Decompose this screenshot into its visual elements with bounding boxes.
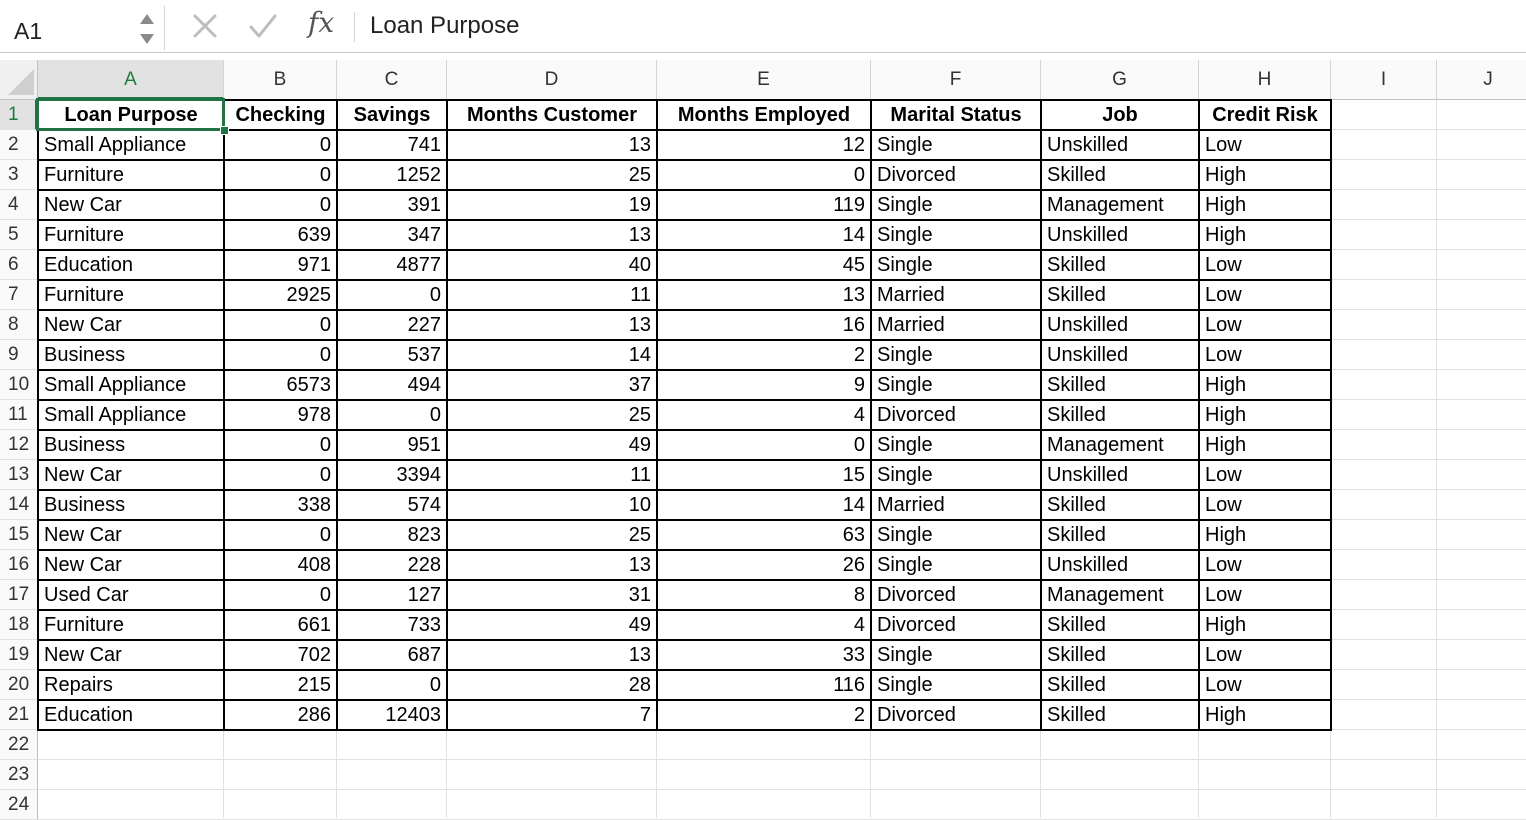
table-cell[interactable]: 286 bbox=[297, 704, 331, 726]
row-header-12[interactable]: 12 bbox=[0, 430, 38, 460]
table-cell[interactable]: Single bbox=[877, 524, 933, 546]
table-cell[interactable]: Married bbox=[877, 494, 945, 516]
table-cell[interactable]: 4 bbox=[853, 404, 865, 426]
table-cell[interactable]: 215 bbox=[297, 674, 331, 696]
table-cell[interactable]: Skilled bbox=[1047, 704, 1106, 726]
gridline bbox=[38, 759, 1526, 760]
table-cell[interactable]: 49 bbox=[628, 434, 651, 456]
table-border bbox=[1330, 100, 1332, 731]
table-cell[interactable]: Education bbox=[44, 704, 133, 726]
table-cell[interactable]: Unskilled bbox=[1047, 554, 1129, 576]
table-cell[interactable]: New Car bbox=[44, 524, 122, 546]
table-cell[interactable]: 25 bbox=[628, 404, 651, 426]
table-cell[interactable]: 119 bbox=[833, 194, 865, 216]
table-cell[interactable]: Business bbox=[44, 494, 126, 516]
table-cell[interactable]: Skilled bbox=[1047, 524, 1106, 546]
table-cell[interactable]: Low bbox=[1205, 314, 1242, 336]
table-cell[interactable]: Low bbox=[1205, 644, 1242, 666]
table-cell[interactable]: High bbox=[1205, 434, 1247, 456]
table-cell[interactable]: 0 bbox=[319, 194, 331, 216]
table-cell[interactable]: Single bbox=[877, 224, 933, 246]
table-header-cell[interactable]: Months Employed bbox=[677, 104, 851, 126]
table-cell[interactable]: 14 bbox=[628, 344, 651, 366]
table-cell[interactable]: Skilled bbox=[1047, 254, 1106, 276]
table-border bbox=[37, 729, 1332, 731]
table-border bbox=[870, 100, 872, 731]
table-cell[interactable]: High bbox=[1205, 194, 1247, 216]
table-cell[interactable]: Low bbox=[1205, 464, 1242, 486]
table-cell[interactable]: 3394 bbox=[396, 464, 441, 486]
table-cell[interactable]: Divorced bbox=[877, 164, 956, 186]
table-cell[interactable]: 971 bbox=[297, 254, 331, 276]
table-cell[interactable]: Single bbox=[877, 644, 933, 666]
table-cell[interactable]: 702 bbox=[297, 644, 331, 666]
column-header-c[interactable]: C bbox=[337, 60, 447, 100]
table-cell[interactable]: 639 bbox=[297, 224, 331, 246]
row-header-3[interactable]: 3 bbox=[0, 160, 38, 190]
table-cell[interactable]: Skilled bbox=[1047, 644, 1106, 666]
table-cell[interactable]: Low bbox=[1205, 494, 1242, 516]
table-cell[interactable]: 1252 bbox=[396, 164, 441, 186]
table-cell[interactable]: New Car bbox=[44, 554, 122, 576]
table-header-cell[interactable]: Months Customer bbox=[467, 104, 637, 126]
table-cell[interactable]: 0 bbox=[429, 404, 441, 426]
table-cell[interactable]: Single bbox=[877, 674, 933, 696]
table-cell[interactable]: 687 bbox=[407, 644, 441, 666]
table-cell[interactable]: 28 bbox=[628, 674, 651, 696]
table-cell[interactable]: Used Car bbox=[44, 584, 129, 606]
table-cell[interactable]: 63 bbox=[842, 524, 865, 546]
table-cell[interactable]: 408 bbox=[297, 554, 331, 576]
table-cell[interactable]: 7 bbox=[639, 704, 651, 726]
table-cell[interactable]: 11 bbox=[630, 464, 651, 486]
table-cell[interactable]: 4 bbox=[853, 614, 865, 636]
table-cell[interactable]: Low bbox=[1205, 254, 1242, 276]
table-cell[interactable]: 338 bbox=[297, 494, 331, 516]
table-cell[interactable]: 25 bbox=[628, 524, 651, 546]
table-cell[interactable]: 227 bbox=[407, 314, 441, 336]
row-header-14[interactable]: 14 bbox=[0, 490, 38, 520]
table-cell[interactable]: Unskilled bbox=[1047, 224, 1129, 246]
table-cell[interactable]: 40 bbox=[628, 254, 651, 276]
table-border bbox=[37, 309, 1332, 311]
row-header-20[interactable]: 20 bbox=[0, 670, 38, 700]
table-cell[interactable]: Low bbox=[1205, 554, 1242, 576]
table-cell[interactable]: 127 bbox=[407, 584, 441, 606]
table-cell[interactable]: 574 bbox=[407, 494, 441, 516]
table-cell[interactable]: 0 bbox=[429, 284, 441, 306]
table-cell[interactable]: 0 bbox=[319, 314, 331, 336]
table-cell[interactable]: Single bbox=[877, 344, 933, 366]
table-header-cell[interactable]: Savings bbox=[353, 104, 431, 126]
table-cell[interactable]: 228 bbox=[407, 554, 441, 576]
formula-divider bbox=[354, 12, 355, 42]
table-cell[interactable]: Low bbox=[1205, 344, 1242, 366]
table-border bbox=[336, 100, 338, 731]
table-cell[interactable]: Married bbox=[877, 284, 945, 306]
table-cell[interactable]: Small Appliance bbox=[44, 134, 187, 156]
table-border bbox=[656, 100, 658, 731]
table-border bbox=[37, 99, 1332, 101]
table-border bbox=[37, 609, 1332, 611]
table-cell[interactable]: 6573 bbox=[286, 374, 331, 396]
table-border bbox=[37, 549, 1332, 551]
table-cell[interactable]: Divorced bbox=[877, 584, 956, 606]
table-cell[interactable]: High bbox=[1205, 224, 1247, 246]
table-cell[interactable]: 0 bbox=[429, 674, 441, 696]
row-header-15[interactable]: 15 bbox=[0, 520, 38, 550]
table-cell[interactable]: 9 bbox=[853, 374, 865, 396]
row-header-8[interactable]: 8 bbox=[0, 310, 38, 340]
table-header-cell[interactable]: Credit Risk bbox=[1212, 104, 1318, 126]
column-header-d[interactable]: D bbox=[447, 60, 657, 100]
function-icon[interactable]: fx bbox=[308, 6, 335, 39]
table-border bbox=[37, 100, 39, 731]
table-cell[interactable]: 2925 bbox=[286, 284, 331, 306]
row-header-16[interactable]: 16 bbox=[0, 550, 38, 580]
table-cell[interactable]: Skilled bbox=[1047, 494, 1106, 516]
table-cell[interactable]: 19 bbox=[628, 194, 651, 216]
table-cell[interactable]: 45 bbox=[842, 254, 865, 276]
table-cell[interactable]: 16 bbox=[842, 314, 865, 336]
table-cell[interactable]: High bbox=[1205, 704, 1247, 726]
table-cell[interactable]: 391 bbox=[407, 194, 441, 216]
table-cell[interactable]: 0 bbox=[319, 134, 331, 156]
table-cell[interactable]: 25 bbox=[628, 164, 651, 186]
formula-bar bbox=[0, 0, 1526, 53]
table-border bbox=[37, 489, 1332, 491]
table-border bbox=[37, 129, 1332, 131]
table-cell[interactable]: 37 bbox=[628, 374, 651, 396]
table-border bbox=[446, 100, 448, 731]
table-cell[interactable]: 13 bbox=[628, 554, 651, 576]
name-box-value[interactable]: A1 bbox=[14, 18, 43, 44]
table-cell[interactable]: New Car bbox=[44, 314, 122, 336]
table-cell[interactable]: 347 bbox=[407, 224, 441, 246]
table-cell[interactable]: 14 bbox=[842, 224, 865, 246]
table-cell[interactable]: Single bbox=[877, 194, 933, 216]
table-cell[interactable]: Divorced bbox=[877, 704, 956, 726]
column-header-g[interactable]: G bbox=[1041, 60, 1199, 100]
table-header-cell[interactable]: Job bbox=[1102, 104, 1138, 126]
cancel-icon[interactable] bbox=[192, 13, 218, 39]
table-cell[interactable]: Single bbox=[877, 464, 933, 486]
table-cell[interactable]: Divorced bbox=[877, 404, 956, 426]
table-cell[interactable]: Single bbox=[877, 374, 933, 396]
table-cell[interactable]: Married bbox=[877, 314, 945, 336]
table-cell[interactable]: 33 bbox=[842, 644, 865, 666]
row-header-4[interactable]: 4 bbox=[0, 190, 38, 220]
table-cell[interactable]: 13 bbox=[842, 284, 865, 306]
table-border bbox=[37, 459, 1332, 461]
table-cell[interactable]: 0 bbox=[319, 434, 331, 456]
table-border bbox=[37, 669, 1332, 671]
table-cell[interactable]: Skilled bbox=[1047, 164, 1106, 186]
table-cell[interactable]: High bbox=[1205, 614, 1247, 636]
table-cell[interactable]: Unskilled bbox=[1047, 344, 1129, 366]
table-border bbox=[37, 249, 1332, 251]
table-cell[interactable]: 31 bbox=[628, 584, 651, 606]
table-border bbox=[37, 519, 1332, 521]
table-cell[interactable]: 13 bbox=[628, 644, 651, 666]
name-box[interactable] bbox=[0, 6, 160, 50]
table-border bbox=[37, 429, 1332, 431]
table-border bbox=[37, 399, 1332, 401]
name-box-stepper-icon[interactable] bbox=[138, 12, 156, 48]
column-header-b[interactable]: B bbox=[224, 60, 337, 100]
table-border bbox=[37, 699, 1332, 701]
table-cell[interactable]: Business bbox=[44, 434, 126, 456]
table-cell[interactable]: Business bbox=[44, 344, 126, 366]
table-cell[interactable]: 0 bbox=[319, 584, 331, 606]
row-header-22[interactable]: 22 bbox=[0, 730, 38, 760]
table-cell[interactable]: Furniture bbox=[44, 164, 125, 186]
table-cell[interactable]: 11 bbox=[630, 284, 651, 306]
table-border bbox=[37, 189, 1332, 191]
table-cell[interactable]: Repairs bbox=[44, 674, 113, 696]
table-cell[interactable]: 978 bbox=[297, 404, 331, 426]
table-cell[interactable]: 12 bbox=[842, 134, 865, 156]
table-cell[interactable]: New Car bbox=[44, 464, 122, 486]
row-header-6[interactable]: 6 bbox=[0, 250, 38, 280]
check-icon[interactable] bbox=[248, 12, 278, 40]
table-cell[interactable]: 10 bbox=[628, 494, 651, 516]
table-border bbox=[37, 579, 1332, 581]
formula-bar-divider bbox=[164, 6, 165, 50]
table-cell[interactable]: 537 bbox=[407, 344, 441, 366]
row-header-5[interactable]: 5 bbox=[0, 220, 38, 250]
row-header-24[interactable]: 24 bbox=[0, 790, 38, 820]
row-header-23[interactable]: 23 bbox=[0, 760, 38, 790]
table-cell[interactable]: 49 bbox=[628, 614, 651, 636]
table-cell[interactable]: Single bbox=[877, 134, 933, 156]
table-cell[interactable]: Skilled bbox=[1047, 674, 1106, 696]
table-cell[interactable]: Skilled bbox=[1047, 614, 1106, 636]
row-header-17[interactable]: 17 bbox=[0, 580, 38, 610]
row-header-2[interactable]: 2 bbox=[0, 130, 38, 160]
chevron-down-icon[interactable] bbox=[140, 34, 154, 44]
table-cell[interactable]: 13 bbox=[628, 224, 651, 246]
row-header-19[interactable]: 19 bbox=[0, 640, 38, 670]
table-cell[interactable]: 14 bbox=[842, 494, 865, 516]
table-border bbox=[1040, 100, 1042, 731]
table-cell[interactable]: Small Appliance bbox=[44, 374, 187, 396]
table-cell[interactable]: Unskilled bbox=[1047, 314, 1129, 336]
row-header-13[interactable]: 13 bbox=[0, 460, 38, 490]
row-header-18[interactable]: 18 bbox=[0, 610, 38, 640]
table-cell[interactable]: 15 bbox=[842, 464, 865, 486]
table-border bbox=[37, 369, 1332, 371]
table-cell[interactable]: Skilled bbox=[1047, 284, 1106, 306]
chevron-up-icon[interactable] bbox=[140, 14, 154, 24]
table-border bbox=[1198, 100, 1200, 731]
row-header-11[interactable]: 11 bbox=[0, 400, 38, 430]
column-header-f[interactable]: F bbox=[871, 60, 1041, 100]
column-header-a[interactable]: A bbox=[38, 60, 224, 100]
table-cell[interactable]: High bbox=[1205, 404, 1247, 426]
table-cell[interactable]: 12403 bbox=[385, 704, 441, 726]
table-cell[interactable]: 0 bbox=[853, 164, 865, 186]
table-cell[interactable]: 2 bbox=[853, 704, 865, 726]
select-all-icon[interactable] bbox=[8, 69, 34, 95]
table-border bbox=[37, 339, 1332, 341]
formula-input[interactable]: Loan Purpose bbox=[370, 12, 520, 39]
column-header-j[interactable]: J bbox=[1437, 60, 1526, 100]
column-header-i[interactable]: I bbox=[1331, 60, 1437, 100]
table-cell[interactable]: 13 bbox=[628, 314, 651, 336]
table-cell[interactable]: 26 bbox=[842, 554, 865, 576]
table-cell[interactable]: 741 bbox=[407, 134, 441, 156]
table-cell[interactable]: Management bbox=[1047, 434, 1164, 456]
table-cell[interactable]: Low bbox=[1205, 584, 1242, 606]
fill-handle[interactable] bbox=[220, 126, 229, 135]
column-header-h[interactable]: H bbox=[1199, 60, 1331, 100]
column-header-e[interactable]: E bbox=[657, 60, 871, 100]
table-cell[interactable]: Small Appliance bbox=[44, 404, 187, 426]
row-header-7[interactable]: 7 bbox=[0, 280, 38, 310]
table-cell[interactable]: 733 bbox=[407, 614, 441, 636]
table-cell[interactable]: Unskilled bbox=[1047, 464, 1129, 486]
table-cell[interactable]: High bbox=[1205, 374, 1247, 396]
table-cell[interactable]: Single bbox=[877, 554, 933, 576]
table-cell[interactable]: Furniture bbox=[44, 224, 125, 246]
table-cell[interactable]: 2 bbox=[853, 344, 865, 366]
table-cell[interactable]: New Car bbox=[44, 194, 122, 216]
table-cell[interactable]: Management bbox=[1047, 194, 1164, 216]
table-cell[interactable]: High bbox=[1205, 524, 1247, 546]
table-cell[interactable]: Skilled bbox=[1047, 374, 1106, 396]
table-cell[interactable]: 8 bbox=[853, 584, 865, 606]
table-header-cell[interactable]: Marital Status bbox=[890, 104, 1022, 126]
select-all-corner[interactable] bbox=[0, 60, 38, 100]
table-cell[interactable]: 13 bbox=[628, 134, 651, 156]
table-cell[interactable]: Low bbox=[1205, 284, 1242, 306]
table-cell[interactable]: Education bbox=[44, 254, 133, 276]
table-cell[interactable]: Low bbox=[1205, 674, 1242, 696]
table-cell[interactable]: Unskilled bbox=[1047, 134, 1129, 156]
selected-cell-outline[interactable] bbox=[36, 98, 225, 131]
table-cell[interactable]: 0 bbox=[853, 434, 865, 456]
table-border bbox=[37, 159, 1332, 161]
table-cell[interactable]: 0 bbox=[319, 524, 331, 546]
row-header-10[interactable]: 10 bbox=[0, 370, 38, 400]
table-cell[interactable]: 0 bbox=[319, 464, 331, 486]
table-cell[interactable]: 116 bbox=[833, 674, 865, 696]
row-header-21[interactable]: 21 bbox=[0, 700, 38, 730]
table-cell[interactable]: Skilled bbox=[1047, 404, 1106, 426]
table-cell[interactable]: 4877 bbox=[396, 254, 441, 276]
table-cell[interactable]: 0 bbox=[319, 164, 331, 186]
row-header-1[interactable]: 1 bbox=[0, 100, 38, 130]
gridline bbox=[38, 789, 1526, 790]
table-cell[interactable]: 661 bbox=[297, 614, 331, 636]
table-cell[interactable]: Low bbox=[1205, 134, 1242, 156]
table-border bbox=[37, 279, 1332, 281]
table-cell[interactable]: 951 bbox=[407, 434, 441, 456]
table-cell[interactable]: Divorced bbox=[877, 614, 956, 636]
row-header-9[interactable]: 9 bbox=[0, 340, 38, 370]
table-cell[interactable]: Management bbox=[1047, 584, 1164, 606]
table-cell[interactable]: New Car bbox=[44, 644, 122, 666]
table-header-cell[interactable]: Loan Purpose bbox=[64, 104, 198, 126]
table-cell[interactable]: 494 bbox=[407, 374, 441, 396]
table-cell[interactable]: Furniture bbox=[44, 284, 125, 306]
table-cell[interactable]: Single bbox=[877, 254, 933, 276]
table-cell[interactable]: High bbox=[1205, 164, 1247, 186]
table-cell[interactable]: 0 bbox=[319, 344, 331, 366]
table-cell[interactable]: 823 bbox=[407, 524, 441, 546]
table-cell[interactable]: Furniture bbox=[44, 614, 125, 636]
table-border bbox=[37, 219, 1332, 221]
table-cell[interactable]: Single bbox=[877, 434, 933, 456]
table-border bbox=[223, 100, 225, 731]
table-border bbox=[37, 639, 1332, 641]
table-header-cell[interactable]: Checking bbox=[235, 104, 326, 126]
